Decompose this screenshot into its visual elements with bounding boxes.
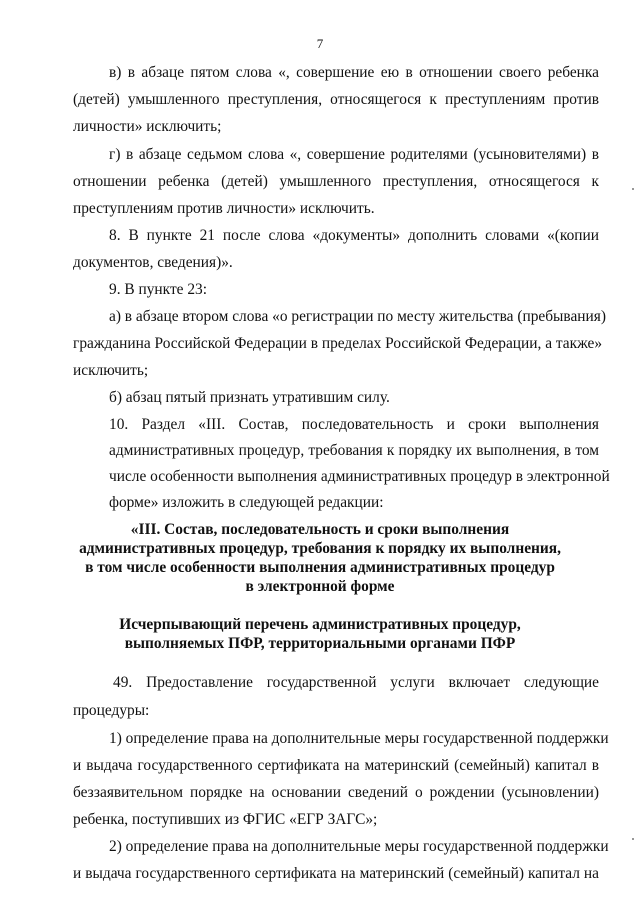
text-line: исключить; <box>73 362 149 379</box>
text-line: процедуры: <box>73 702 150 719</box>
scan-speck <box>632 188 634 190</box>
text-line: отношении ребенка (детей) умышленного преступления, относящегося к <box>73 173 599 190</box>
text-line: 9. В пункте 23: <box>109 281 208 298</box>
section-heading: в электронной форме <box>245 578 395 595</box>
subsection-heading: выполняемых ПФР, территориальными органами ПФР <box>124 635 516 652</box>
text-line: и выдача государственного сертификата на материнский (семейный) капитал на <box>73 865 599 882</box>
text-line: г) в абзаце седьмом слова «, совершение родителями (усыновителями) в <box>109 146 599 163</box>
section-heading: в том числе особенности выполнения административных процедур <box>85 559 555 576</box>
text-line: личности» исключить; <box>73 118 222 135</box>
section-heading: административных процедур, требования к порядку их выполнения, <box>79 540 561 557</box>
text-line: ребенка, поступивших из ФГИС «ЕГР ЗАГС»; <box>73 811 378 828</box>
text-line: и выдача государственного сертификата на материнский (семейный) капитал в <box>73 757 599 774</box>
text-line: 2) определение права на дополнительные меры государственной поддержки <box>109 838 609 855</box>
text-line: (детей) умышленного преступления, относящегося к преступлениям против <box>73 91 599 108</box>
text-line: 49. Предоставление государственной услуги включает следующие <box>113 674 599 691</box>
text-line: гражданина Российской Федерации в пределах Российской Федерации, а также» <box>73 335 603 352</box>
text-line: 10. Раздел «III. Состав, последовательность и сроки выполнения <box>109 416 599 433</box>
text-line: документов, сведения)». <box>73 254 233 271</box>
text-line: в) в абзаце пятом слова «, совершение ею в отношении своего ребенка <box>109 64 599 81</box>
text-line: числе особенности выполнения административных процедур в электронной <box>109 468 610 485</box>
section-heading: «III. Состав, последовательность и сроки выполнения <box>130 521 510 538</box>
text-line: б) абзац пятый признать утратившим силу. <box>109 389 390 406</box>
text-line: беззаявительном порядке на основании сведений о рождении (усыновлении) <box>73 784 599 801</box>
text-line: 8. В пункте 21 после слова «документы» дополнить словами «(копии <box>109 227 599 244</box>
text-line: преступлениям против личности» исключить. <box>73 200 375 217</box>
text-line: 1) определение права на дополнительные меры государственной поддержки <box>109 730 609 747</box>
text-line: а) в абзаце втором слова «о регистрации по месту жительства (пребывания) <box>109 308 606 325</box>
scan-speck <box>632 838 634 840</box>
subsection-heading: Исчерпывающий перечень административных процедур, <box>119 616 521 633</box>
text-line: административных процедур, требования к порядку их выполнения, в том <box>109 442 599 459</box>
text-line: форме» изложить в следующей редакции: <box>109 494 384 511</box>
page-number: 7 <box>316 36 324 51</box>
